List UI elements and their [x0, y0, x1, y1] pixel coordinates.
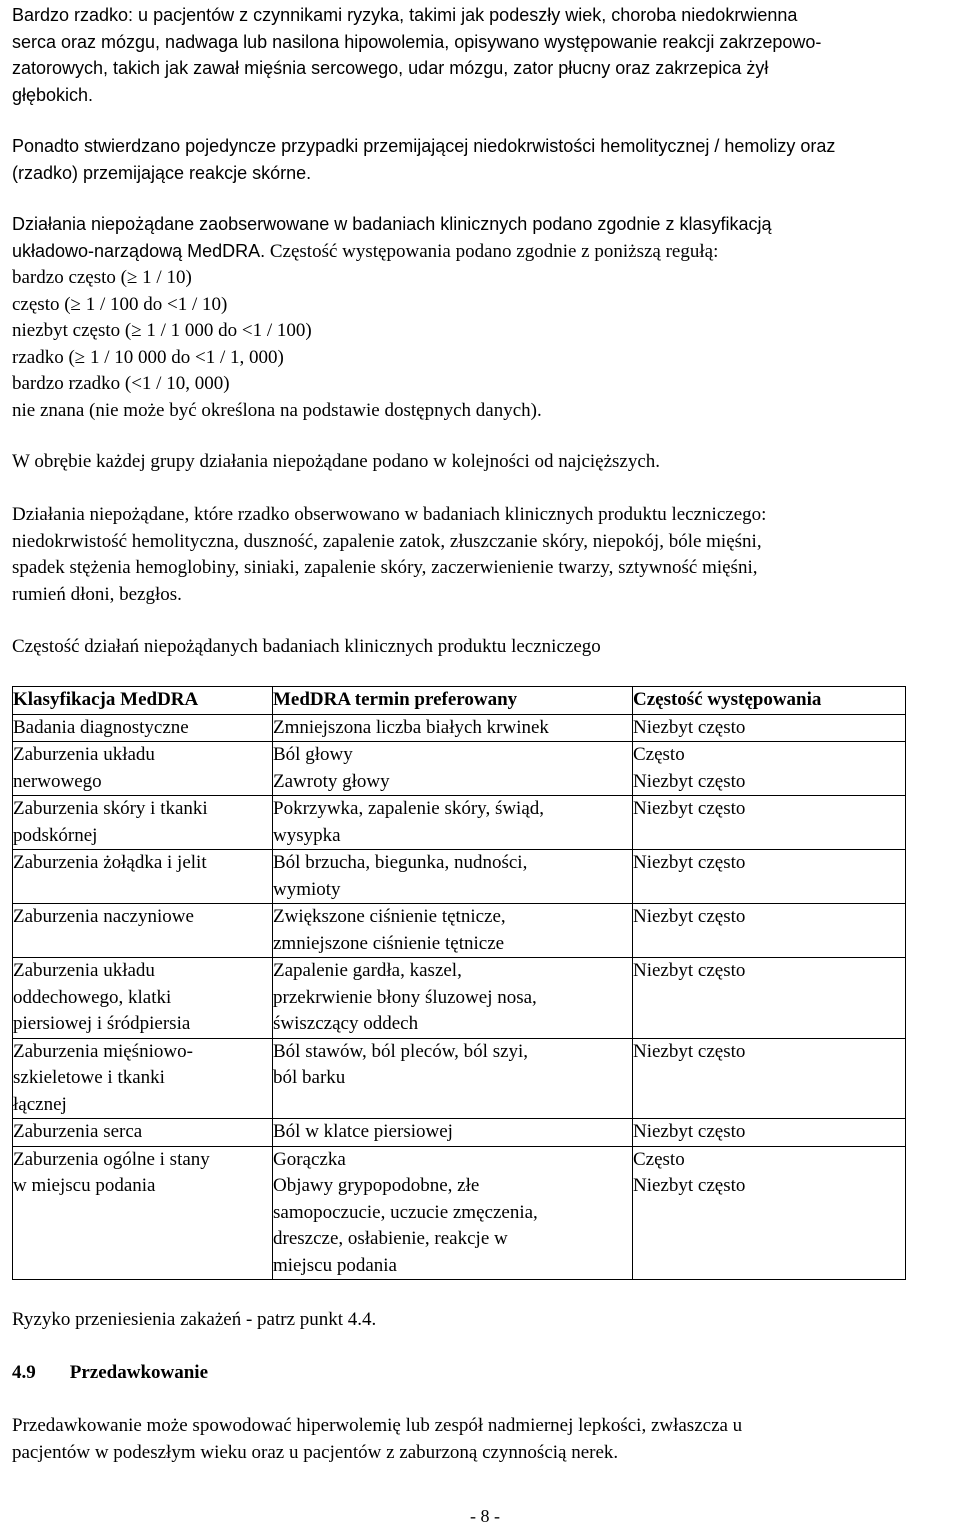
cell-text-line: zmniejszone ciśnienie tętnicze [273, 932, 505, 954]
cell-text-line: Zaburzenia naczyniowe [13, 906, 194, 927]
cell-preferred-term [273, 904, 633, 958]
cell-text-line: szkieletowe i tkanki [13, 1067, 165, 1088]
cell-text-line: Zaburzenia mięśniowo- [13, 1040, 193, 1062]
paragraph-overdose [12, 1413, 742, 1466]
text-line: Przedawkowanie może spowodować hiperwolemię lub zespół nadmiernej lepkości, zwłaszcza u [12, 1415, 743, 1436]
table-row [13, 904, 906, 958]
page-number: - 8 - [470, 1506, 500, 1526]
cell-classification [13, 958, 273, 1039]
cell-text-line: wysypka [273, 824, 341, 846]
cell-classification [13, 1119, 273, 1147]
text-line: W obrębie każdej grupy działania niepożądane podano w kolejności od najcięższych. [12, 451, 661, 472]
header-classification: Klasyfikacja MedDRA [13, 687, 273, 715]
table-caption [12, 634, 601, 661]
text-line: niedokrwistość hemolityczna, duszność, zapalenie zatok, złuszczanie skóry, niepokój, bóle mięśni, [12, 530, 762, 552]
text-line: Bardzo rzadko: u pacjentów z czynnikami ryzyka, takimi jak podeszły wiek, choroba niedokrwienna [12, 5, 798, 25]
cell-preferred-term [273, 1038, 633, 1119]
cell-text-line: Zawroty głowy [273, 770, 390, 792]
table-row [13, 958, 906, 1039]
text-line: rumień dłoni, bezgłos. [12, 583, 182, 605]
header-frequency: Częstość występowania [633, 687, 906, 715]
cell-frequency [633, 1146, 906, 1280]
cell-frequency [633, 796, 906, 850]
cell-text-line: łącznej [13, 1093, 67, 1115]
cell-classification [13, 1146, 273, 1280]
table-body [13, 714, 906, 1280]
text-line: bardzo rzadko (<1 / 10, 000) [12, 373, 230, 394]
table-row [13, 850, 906, 904]
paragraph-order [12, 449, 660, 476]
cell-text-line: Zaburzenia skóry i tkanki [13, 798, 208, 819]
paragraph-infection-risk [12, 1307, 376, 1334]
cell-text-line: Zwiększone ciśnienie tętnicze, [273, 906, 506, 927]
text-line: Działania niepożądane, które rzadko obserwowano w badaniach klinicznych produktu leczniczego: [12, 504, 767, 525]
text-line: spadek stężenia hemoglobiny, siniaki, zapalenie skóry, zaczerwienienie twarzy, sztywność mięśni, [12, 557, 758, 578]
cell-text-line: Niezbyt często [633, 1175, 746, 1196]
text-line: często (≥ 1 / 100 do <1 / 10) [12, 293, 228, 315]
table-row [13, 796, 906, 850]
cell-classification [13, 796, 273, 850]
cell-text-line: w miejscu podania [13, 1175, 156, 1196]
cell-text-line: podskórnej [13, 824, 98, 846]
cell-frequency [633, 850, 906, 904]
section-number: 4.9 [12, 1362, 36, 1383]
cell-text-line: Niezbyt często [633, 852, 746, 873]
cell-text-line: Niezbyt często [633, 716, 746, 738]
table-row [13, 1146, 906, 1280]
cell-preferred-term [273, 742, 633, 796]
cell-text-line: Badania diagnostyczne [13, 716, 189, 738]
paragraph-hemolysis [12, 133, 835, 186]
cell-text-line: oddechowego, klatki [13, 986, 172, 1008]
cell-text-line: Niezbyt często [633, 960, 746, 981]
text-line: głębokich. [12, 84, 94, 105]
table-row [13, 742, 906, 796]
table-row [13, 714, 906, 742]
cell-text-line: Często [633, 744, 685, 765]
cell-frequency [633, 1038, 906, 1119]
cell-text-line: Gorączka [273, 1148, 346, 1170]
cell-classification [13, 714, 273, 742]
cell-preferred-term [273, 1146, 633, 1280]
adverse-effects-table [12, 686, 906, 1280]
text-line: nie znana (nie może być określona na podstawie dostępnych danych). [12, 399, 542, 421]
text-line: Częstość działań niepożądanych badaniach klinicznych produktu leczniczego [12, 636, 601, 657]
cell-text-line: Często [633, 1148, 685, 1170]
section-title: Przedawkowanie [69, 1362, 209, 1383]
text-fragment: Częstość występowania podano zgodnie z poniższą regułą: [265, 240, 719, 262]
cell-frequency [633, 714, 906, 742]
cell-text-line: przekrwienie błony śluzowej nosa, [273, 986, 537, 1008]
cell-text-line: Zmniejszona liczba białych krwinek [273, 716, 549, 738]
text-line: niezbyt często (≥ 1 / 1 000 do <1 / 100) [12, 320, 312, 341]
text-line: Ponadto stwierdzano pojedyncze przypadki przemijającej niedokrwistości hemolitycznej / hemolizy oraz [12, 136, 836, 156]
text-fragment: układowo-narządową MedDRA. [12, 240, 266, 261]
cell-preferred-term [273, 850, 633, 904]
text-line: pacjentów w podeszłym wieku oraz u pacjentów z zaburzoną czynnością nerek. [12, 1441, 619, 1463]
text-line: zatorowych, takich jak zawał mięśnia sercowego, udar mózgu, zator płucny oraz zakrzepica żył [12, 58, 769, 78]
cell-text-line: świszczący oddech [273, 1013, 419, 1034]
cell-frequency [633, 1119, 906, 1147]
cell-preferred-term [273, 796, 633, 850]
cell-text-line: Zapalenie gardła, kaszel, [273, 960, 462, 981]
cell-text-line: Objawy grypopodobne, złe [273, 1175, 480, 1196]
section-heading [12, 1360, 208, 1387]
cell-text-line: nerwowego [13, 770, 102, 792]
cell-classification [13, 904, 273, 958]
cell-text-line: Pokrzywka, zapalenie skóry, świąd, [273, 798, 545, 819]
cell-preferred-term [273, 714, 633, 742]
cell-text-line: samopoczucie, uczucie zmęczenia, [273, 1201, 538, 1223]
text-line: (rzadko) przemijające reakcje skórne. [12, 162, 312, 183]
cell-text-line: Niezbyt często [633, 1040, 746, 1062]
cell-classification [13, 742, 273, 796]
cell-text-line: ból barku [273, 1067, 346, 1088]
cell-text-line: Zaburzenia układu [13, 744, 155, 765]
cell-text-line: piersiowej i śródpiersia [13, 1013, 191, 1034]
cell-text-line: Ból stawów, ból pleców, ból szyi, [273, 1040, 529, 1062]
text-line: serca oraz mózgu, nadwaga lub nasilona hipowolemia, opisywano występowanie reakcji zakrzepowo- [12, 31, 822, 52]
cell-text-line: Niezbyt często [633, 1121, 746, 1142]
text-line: Działania niepożądane zaobserwowane w badaniach klinicznych podano zgodnie z klasyfikacją [12, 214, 772, 234]
cell-text-line: Zaburzenia żołądka i jelit [13, 852, 207, 873]
cell-frequency [633, 904, 906, 958]
cell-text-line: Niezbyt często [633, 798, 746, 819]
cell-frequency [633, 742, 906, 796]
cell-preferred-term [273, 1119, 633, 1147]
cell-classification [13, 850, 273, 904]
cell-preferred-term [273, 958, 633, 1039]
cell-text-line: Zaburzenia układu [13, 960, 155, 981]
cell-frequency [633, 958, 906, 1039]
table-header-row [13, 687, 906, 715]
cell-text-line: Zaburzenia serca [13, 1121, 143, 1142]
paragraph-rare-effects [12, 502, 766, 608]
table-row [13, 1038, 906, 1119]
paragraph-thromboembolic [12, 2, 821, 108]
cell-text-line: Ból głowy [273, 744, 353, 765]
cell-classification [13, 1038, 273, 1119]
paragraph-frequency-rules [12, 211, 771, 424]
cell-text-line: Ból w klatce piersiowej [273, 1121, 453, 1142]
cell-text-line: wymioty [273, 878, 341, 900]
cell-text-line: dreszcze, osłabienie, reakcje w [273, 1228, 508, 1249]
table-row [13, 1119, 906, 1147]
cell-text-line: Ból brzucha, biegunka, nudności, [273, 852, 528, 873]
text-line: Ryzyko przeniesienia zakażeń - patrz punkt 4.4. [12, 1309, 377, 1330]
cell-text-line: Zaburzenia ogólne i stany [13, 1148, 210, 1170]
text-line: bardzo często (≥ 1 / 10) [12, 267, 192, 288]
cell-text-line: Niezbyt często [633, 770, 746, 792]
header-preferred-term: MedDRA termin preferowany [273, 687, 633, 715]
text-line: rzadko (≥ 1 / 10 000 do <1 / 1, 000) [12, 346, 284, 368]
cell-text-line: Niezbyt często [633, 906, 746, 927]
text-line [12, 238, 771, 266]
cell-text-line: miejscu podania [273, 1254, 397, 1276]
